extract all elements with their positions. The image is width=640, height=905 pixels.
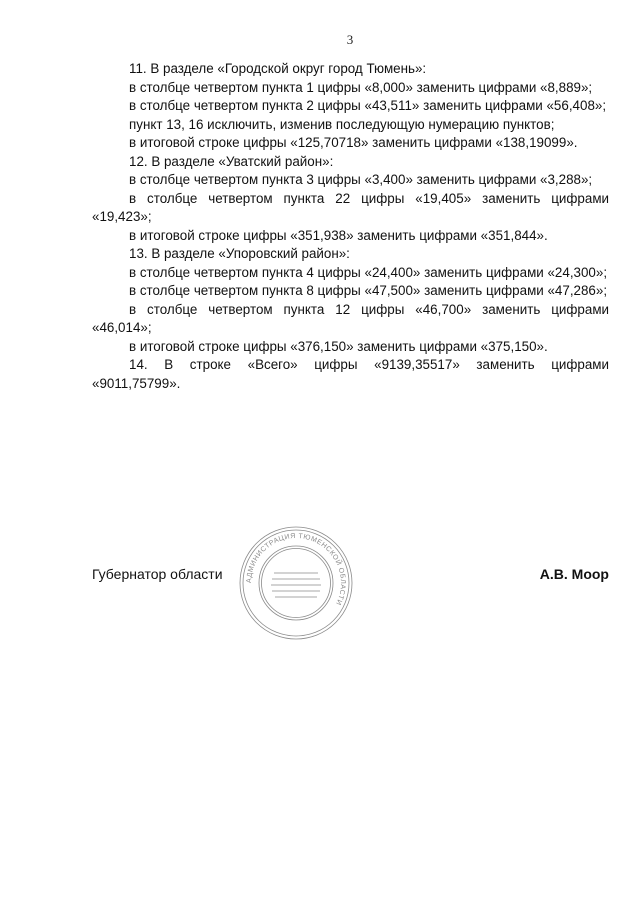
- seal-ring-text: АДМИНИСТРАЦИЯ ТЮМЕНСКОЙ ОБЛАСТИ: [245, 532, 347, 607]
- official-seal: [238, 525, 354, 641]
- paragraph-11-item-1: в столбце четвертом пункта 1 цифры «8,000» заменить цифрами «8,889»;: [129, 79, 593, 95]
- paragraph-13-heading: 13. В разделе «Упоровский район»:: [129, 246, 350, 261]
- paragraph-11-item-2: в столбце четвертом пункта 2 цифры «43,511» заменить цифрами «56,408»;: [129, 98, 607, 113]
- seal-outer-ring: [240, 527, 352, 639]
- paragraph-12-total: в итоговой строке цифры «351,938» заменить цифрами «351,844».: [129, 227, 548, 243]
- paragraph-11-heading: 11. В разделе «Городской округ город Тюмень»:: [129, 61, 427, 76]
- signatory-name: А.В. Моор: [539, 566, 609, 582]
- paragraph-13-item-2: в столбце четвертом пункта 8 цифры «47,500» заменить цифрами «47,286»;: [129, 283, 608, 298]
- document-body: [92, 60, 609, 393]
- seal-inner-ring: [259, 546, 333, 620]
- paragraph-12-item-1: в столбце четвертом пункта 3 цифры «3,400» заменить цифрами «3,288»;: [129, 172, 593, 187]
- paragraph-11-item-3: пункт 13, 16 исключить, изменив последующую нумерацию пунктов;: [129, 116, 555, 132]
- seal-inner-ring-2: [262, 549, 331, 618]
- paragraph-13-total: в итоговой строке цифры «376,150» заменить цифрами «375,150».: [129, 338, 548, 354]
- paragraph-13-item-1: в столбце четвертом пункта 4 цифры «24,400» заменить цифрами «24,300»;: [129, 264, 608, 280]
- paragraph-12-item-2: в столбце четвертом пункта 22 цифры «19,405» заменить цифрами «19,423»;: [92, 190, 609, 224]
- paragraph-14: 14. В строке «Всего» цифры «9139,35517» заменить цифрами «9011,75799».: [92, 357, 609, 391]
- signatory-title: Губернатор области: [92, 566, 223, 582]
- paragraph-13-item-3: в столбце четвертом пункта 12 цифры «46,700» заменить цифрами «46,014»;: [92, 301, 609, 335]
- seal-center-lines: [271, 573, 321, 597]
- paragraph-11-total: в итоговой строке цифры «125,70718» заменить цифрами «138,19099».: [129, 135, 578, 150]
- page-number: 3: [346, 32, 354, 47]
- paragraph-12-heading: 12. В разделе «Уватский район»:: [129, 153, 334, 169]
